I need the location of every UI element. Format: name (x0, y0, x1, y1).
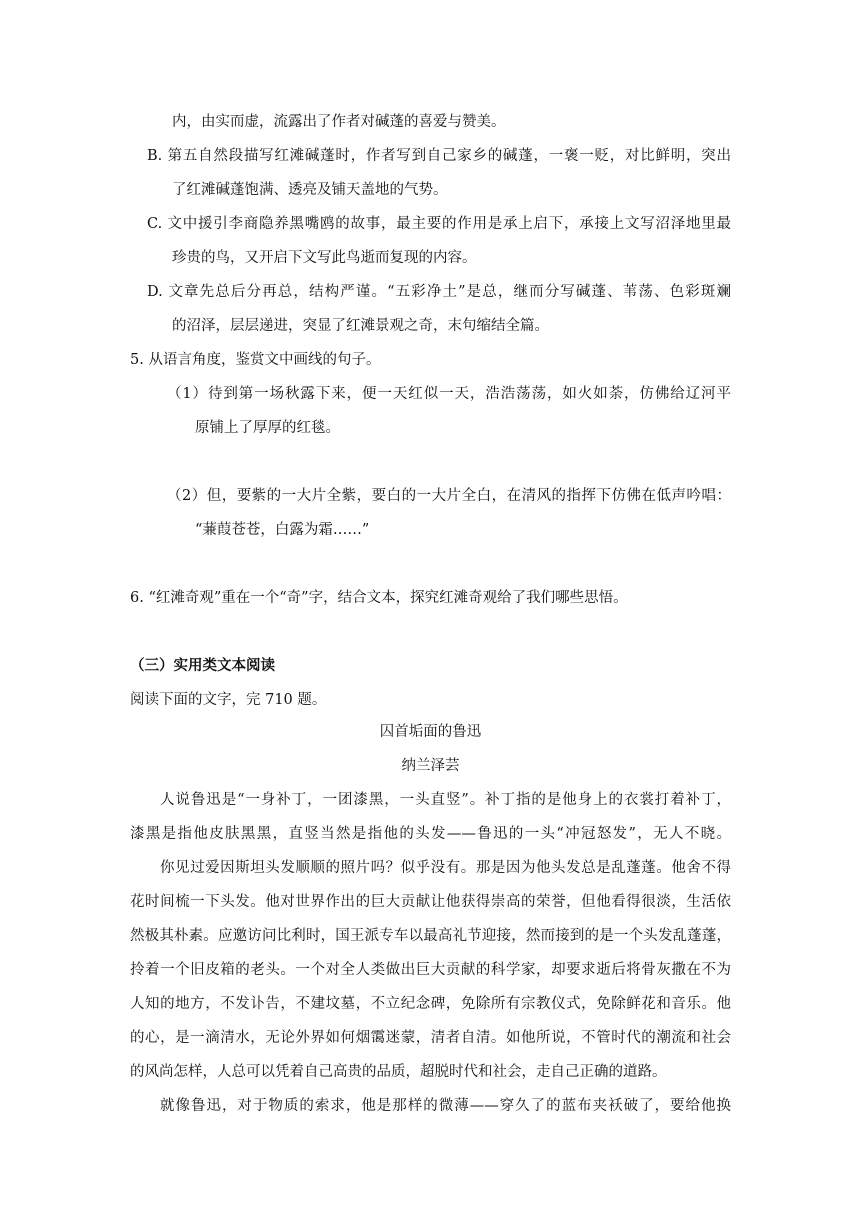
q4-option-c-line2: 珍贵的鸟，又开启下文写此鸟逝而复现的内容。 (172, 250, 477, 266)
q4-option-c-line1: C. 文中援引李商隐养黑嘴鸥的故事，最主要的作用是承上启下，承接上文写沼泽地里最 (147, 216, 731, 232)
q5-sentence2-line2: “蒹葭苍苍，白露为霜……” (195, 522, 370, 538)
section-heading: （三）实用类文本阅读 (130, 657, 275, 674)
section-instruction: 阅读下面的文字，完 710 题。 (130, 692, 327, 708)
paragraph-2-line4: 拎着一个旧皮箱的老头。一个对全人类做出巨大贡献的科学家，却要求逝后将骨灰撒在不为 (130, 962, 731, 978)
q4-option-d-line2: 的沼泽，层层递进，突显了红滩景观之奇，末句缩结全篇。 (172, 318, 549, 334)
q5-prompt: 5. 从语言角度，鉴赏文中画线的句子。 (130, 352, 381, 368)
q4-option-d-line1: D. 文章先总后分再总，结构严谨。“五彩净土”是总，继而分写碱蓬、苇荡、色彩斑斓 (147, 284, 731, 300)
q4-option-b-line2: 了红滩碱蓬饱满、透亮及铺天盖地的气势。 (172, 182, 448, 198)
q6-prompt: 6. “红滩奇观”重在一个“奇”字，结合文本，探究红滩奇观给了我们哪些思悟。 (130, 590, 628, 606)
paragraph-1-line2: 漆黑是指他皮肤黑黑，直竖当然是指他的头发——鲁迅的一头“冲冠怒发”，无人不晓。 (130, 826, 731, 842)
article-author: 纳兰泽芸 (401, 758, 460, 774)
q5-sentence1-line2: 原铺上了厚厚的红毯。 (195, 420, 340, 436)
q4-option-a-continuation: 内，由实而虚，流露出了作者对碱蓬的喜爱与赞美。 (172, 114, 506, 130)
q5-sentence1-line1: （1）待到第一场秋露下来，便一天红似一天，浩浩荡荡，如火如荼，仿佛给辽河平 (167, 386, 731, 402)
paragraph-2-line1: 你见过爱因斯坦头发顺顺的照片吗？似乎没有。那是因为他头发总是乱蓬蓬。他舍不得 (160, 860, 731, 876)
paragraph-3-line1: 就像鲁迅，对于物质的索求，他是那样的微薄——穿久了的蓝布夹袄破了，要给他换 (160, 1098, 731, 1114)
paragraph-2-line6: 的心，是一滴清水，无论外界如何烟霭迷蒙，清者自清。如他所说，不管时代的潮流和社会 (130, 1030, 731, 1046)
paragraph-2-line7: 的风尚怎样，人总可以凭着自己高贵的品质，超脱时代和社会，走自己正确的道路。 (130, 1064, 667, 1080)
article-title: 囚首垢面的鲁迅 (379, 724, 482, 740)
q4-option-b-line1: B. 第五自然段描写红滩碱蓬时，作者写到自己家乡的碱蓬，一褒一贬，对比鲜明，突出 (147, 148, 731, 164)
paragraph-2-line2: 花时间梳一下头发。他对世界作出的巨大贡献让他获得崇高的荣誉，但他看得很淡，生活依 (130, 894, 731, 910)
paragraph-1-line1: 人说鲁迅是“一身补丁，一团漆黑，一头直竖”。补丁指的是他身上的衣裳打着补丁， (160, 792, 731, 808)
q5-sentence2-line1: （2）但，要紫的一大片全紫，要白的一大片全白，在清风的指挥下仿佛在低声吟唱： (167, 488, 731, 504)
paragraph-2-line3: 然极其朴素。应邀访问比利时，国王派专车以最高礼节迎接，然而接到的是一个头发乱蓬蓬， (130, 928, 731, 944)
paragraph-2-line5: 人知的地方，不发讣告，不建坟墓，不立纪念碑，免除所有宗教仪式，免除鲜花和音乐。他 (130, 996, 731, 1012)
